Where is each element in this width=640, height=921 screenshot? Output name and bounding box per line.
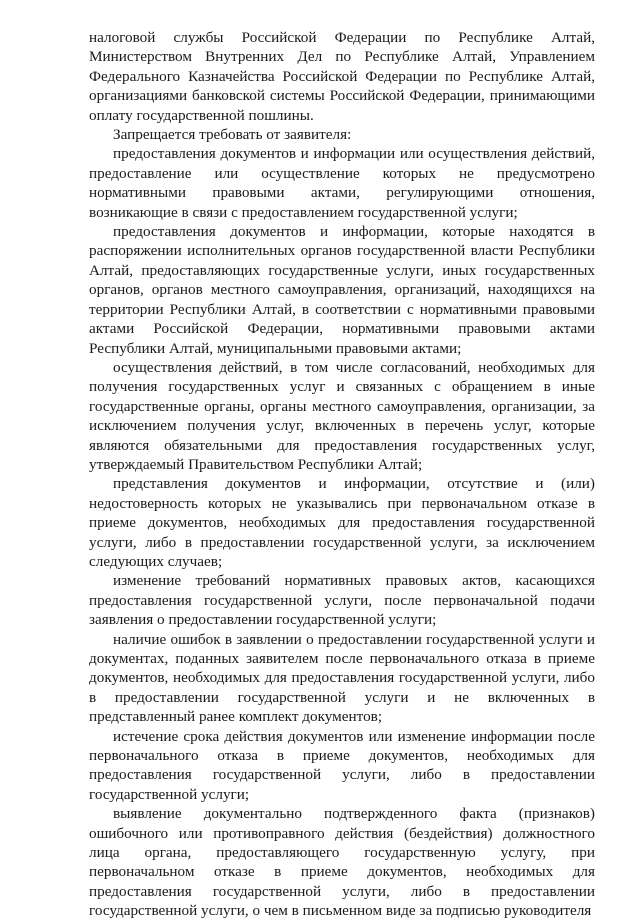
paragraph-item-1: предоставления документов и информации или осуществления действий, предоставление или осуществление которых не предусмотрено нормативными правовыми актами, регулирующими отношения, возникающие в связи с предоставлением государственной услуги; — [89, 145, 595, 221]
paragraph-continuation: налоговой службы Российской Федерации по Республике Алтай, Министерством Внутренних Дел по Республике Алтай, Управлением Федерального Казначейства Российской Федерации по Республике Алтай, организациями банковской системы Российской Федерации, принимающими оплату государственной пошлины. — [89, 29, 595, 124]
paragraph-case-2: наличие ошибок в заявлении о предоставлении государственной услуги и документах, поданных заявителем после первоначального отказа в приеме документов, необходимых для предоставления государственной услуги, либо в предоставлении государственной услуги и не включенных в представленный ранее комплект документов; — [89, 630, 595, 726]
document-body — [89, 28, 595, 921]
paragraph-case-4: выявление документально подтвержденного факта (признаков) ошибочного или противоправного действия (бездействия) должностного лица органа, предоставляющего государственную услугу, при первоначальном отказе в приеме документов, необходимых для предоставления государственной услуги, либо в предоставлении государственной услуги, о чем в письменном виде за подписью руководителя — [89, 805, 595, 920]
paragraph-case-3: истечение срока действия документов или изменение информации после первоначального отказа в приеме документов, необходимых для предоставления государственной услуги, либо в предоставлении государственной услуги; — [89, 727, 595, 803]
paragraph-item-3: осуществления действий, в том числе согласований, необходимых для получения государственных услуг и связанных с обращением в иные государственные органы, органы местного самоуправления, организации, за исключением получения услуг, включенных в перечень услуг, которые являются обязательными для предоставления государственных услуг, утверждаемый Правительством Республики Алтай; — [89, 358, 595, 473]
paragraph-item-4: представления документов и информации, отсутствие и (или) недостоверность которых не указывались при первоначальном отказе в приеме документов, необходимых для предоставления государственной услуги, либо в предоставлении государственной услуги, за исключением следующих случаев; — [89, 475, 595, 570]
paragraph-case-1: изменение требований нормативных правовых актов, касающихся предоставления государственной услуги, после первоначальной подачи заявления о предоставлении государственной услуги; — [89, 572, 595, 629]
paragraph-prohibition-heading: Запрещается требовать от заявителя: — [113, 126, 352, 144]
paragraph-item-2: предоставления документов и информации, которые находятся в распоряжении исполнительных органов государственной власти Республики Алтай, предоставляющих государственные услуги, иных государственных органов, органов местного самоуправления, организаций, находящихся на территории Республики Алтай, в соответствии с нормативными правовыми актами Российской Федерации, нормативными правовыми актами Республики Алтай, муниципальными правовыми актами; — [89, 223, 595, 357]
